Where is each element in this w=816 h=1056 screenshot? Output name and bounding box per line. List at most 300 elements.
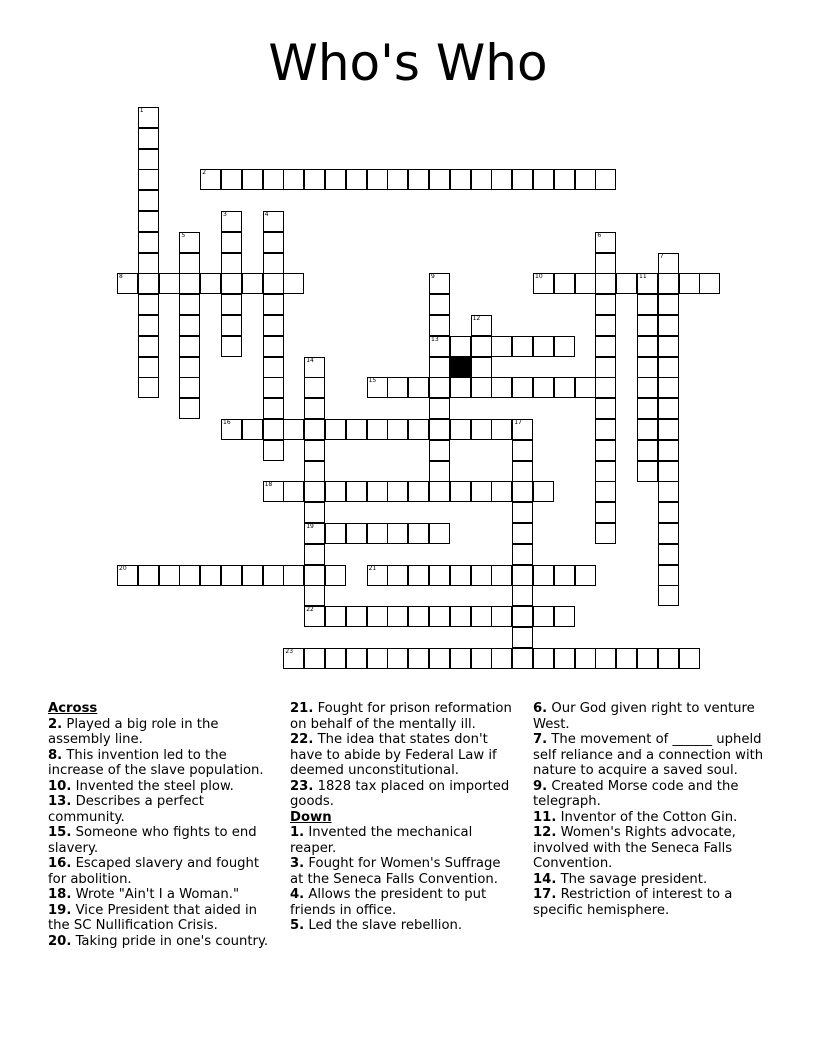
grid-cell[interactable]: [367, 648, 388, 669]
grid-cell[interactable]: [283, 419, 304, 440]
grid-cell[interactable]: [491, 419, 512, 440]
grid-cell[interactable]: [304, 169, 325, 190]
clue-number: 1.: [290, 825, 305, 840]
grid-cell[interactable]: [367, 606, 388, 627]
clue-number: 8: [119, 273, 123, 281]
grid-cell[interactable]: [533, 481, 554, 502]
grid-cell[interactable]: [325, 481, 346, 502]
grid-cell[interactable]: [429, 273, 450, 294]
clue-number: 18: [264, 481, 273, 489]
grid-cell[interactable]: [263, 357, 284, 378]
clue-number: 5.: [290, 918, 305, 933]
grid-cell[interactable]: [637, 648, 658, 669]
down-clue: [290, 825, 516, 856]
grid-cell[interactable]: [658, 461, 679, 482]
grid-cell[interactable]: [367, 565, 388, 586]
across-clue: [290, 701, 516, 732]
grid-cell[interactable]: [658, 398, 679, 419]
clue-text: Restriction of interest to a specific hemisphere.: [533, 887, 733, 918]
grid-cell[interactable]: [658, 253, 679, 274]
grid-cell[interactable]: [304, 502, 325, 523]
grid-cell[interactable]: [408, 565, 429, 586]
grid-cell[interactable]: [554, 273, 575, 294]
clue-text: Invented the steel plow.: [71, 778, 234, 794]
grid-cell[interactable]: [595, 357, 616, 378]
grid-cell[interactable]: [138, 190, 159, 211]
grid-cell[interactable]: [512, 336, 533, 357]
grid-cell[interactable]: [450, 336, 471, 357]
clue-text: This invention led to the increase of the slave population.: [48, 747, 264, 778]
grid-cell[interactable]: [263, 232, 284, 253]
grid-cell[interactable]: [117, 273, 138, 294]
grid-cell[interactable]: [637, 357, 658, 378]
across-clue: [48, 903, 276, 934]
grid-cell[interactable]: [263, 169, 284, 190]
grid-cell[interactable]: [263, 398, 284, 419]
grid-cell[interactable]: [450, 419, 471, 440]
grid-cell[interactable]: [138, 211, 159, 232]
grid-cell[interactable]: [595, 273, 616, 294]
grid-cell[interactable]: [554, 336, 575, 357]
grid-cell[interactable]: [471, 419, 492, 440]
grid-cell[interactable]: [637, 273, 658, 294]
grid-cell[interactable]: [429, 377, 450, 398]
grid-cell[interactable]: [387, 523, 408, 544]
grid-cell[interactable]: [637, 377, 658, 398]
grid-cell[interactable]: [491, 481, 512, 502]
grid-cell[interactable]: [387, 419, 408, 440]
grid-cell[interactable]: [512, 169, 533, 190]
grid-cell[interactable]: [387, 565, 408, 586]
grid-cell[interactable]: [283, 565, 304, 586]
grid-cell[interactable]: [179, 357, 200, 378]
grid-cell[interactable]: [512, 440, 533, 461]
grid-cell[interactable]: [408, 648, 429, 669]
grid-cell[interactable]: [450, 565, 471, 586]
grid-cell[interactable]: [575, 273, 596, 294]
grid-cell[interactable]: [179, 565, 200, 586]
grid-cell[interactable]: [304, 544, 325, 565]
clue-number: 16: [223, 419, 231, 426]
grid-cell[interactable]: [450, 606, 471, 627]
grid-cell[interactable]: [200, 565, 221, 586]
grid-cell[interactable]: [367, 523, 388, 544]
clue-text: Vice President that aided in the SC Nullification Crisis.: [48, 902, 258, 933]
grid-cell[interactable]: [408, 523, 429, 544]
clue-text: The movement of ______ upheld self reliance and a connection with nature to acquire a saved soul.: [533, 732, 764, 778]
grid-cell[interactable]: [595, 315, 616, 336]
grid-cell[interactable]: [679, 273, 700, 294]
grid-cell[interactable]: [471, 377, 492, 398]
grid-cell[interactable]: [429, 648, 450, 669]
clue-text: Allows the president to put friends in office.: [290, 887, 487, 918]
grid-cell[interactable]: [138, 315, 159, 336]
grid-cell[interactable]: [138, 107, 159, 128]
grid-cell[interactable]: [533, 273, 554, 294]
grid-cell[interactable]: [575, 169, 596, 190]
grid-cell[interactable]: [471, 169, 492, 190]
clue-number: 23: [285, 647, 294, 655]
grid-cell[interactable]: [346, 523, 367, 544]
grid-cell[interactable]: [138, 128, 159, 149]
grid-cell[interactable]: [554, 565, 575, 586]
grid-cell[interactable]: [325, 523, 346, 544]
grid-cell[interactable]: [595, 294, 616, 315]
grid-cell[interactable]: [595, 648, 616, 669]
grid-cell[interactable]: [346, 169, 367, 190]
grid-cell[interactable]: [283, 169, 304, 190]
grid-cell[interactable]: [429, 294, 450, 315]
grid-cell[interactable]: [179, 336, 200, 357]
grid-cell[interactable]: [200, 169, 221, 190]
grid-cell[interactable]: [699, 273, 720, 294]
grid-cell[interactable]: [263, 377, 284, 398]
grid-cell[interactable]: [263, 336, 284, 357]
grid-cell[interactable]: [595, 523, 616, 544]
grid-cell[interactable]: [138, 232, 159, 253]
grid-cell[interactable]: [263, 294, 284, 315]
grid-cell[interactable]: [117, 565, 138, 586]
grid-cell[interactable]: [325, 565, 346, 586]
grid-cell[interactable]: [304, 377, 325, 398]
grid-cell[interactable]: [325, 169, 346, 190]
clue-number: 20.: [48, 933, 72, 949]
grid-cell[interactable]: [242, 169, 263, 190]
grid-cell[interactable]: [179, 398, 200, 419]
grid-cell[interactable]: [554, 648, 575, 669]
grid-cell[interactable]: [325, 648, 346, 669]
down-clue-list-continued: [533, 701, 771, 918]
grid-cell[interactable]: [595, 336, 616, 357]
clue-number: 3.: [290, 856, 305, 871]
clue-text: Women's Rights advocate, involved with the Seneca Falls Convention.: [533, 825, 736, 871]
clue-number: 16.: [48, 856, 72, 871]
down-clue: [533, 810, 771, 826]
grid-cell[interactable]: [533, 336, 554, 357]
grid-cell[interactable]: [450, 377, 471, 398]
grid-cell[interactable]: [616, 648, 637, 669]
grid-cell[interactable]: [179, 294, 200, 315]
grid-cell[interactable]: [179, 273, 200, 294]
grid-cell[interactable]: [179, 253, 200, 274]
grid-cell[interactable]: [429, 419, 450, 440]
page-title: Who's Who: [268, 34, 548, 92]
grid-cell[interactable]: [429, 336, 450, 357]
clue-text: Created Morse code and the telegraph.: [533, 778, 739, 809]
grid-cell[interactable]: [221, 211, 242, 232]
across-clue: [48, 794, 276, 825]
grid-cell[interactable]: [242, 565, 263, 586]
grid-cell[interactable]: [429, 315, 450, 336]
grid-cell[interactable]: [263, 315, 284, 336]
grid-cell[interactable]: [512, 606, 533, 627]
grid-cell[interactable]: [512, 419, 533, 440]
grid-cell[interactable]: [138, 149, 159, 170]
clue-number: 18.: [48, 887, 72, 902]
grid-cell[interactable]: [367, 481, 388, 502]
grid-cell[interactable]: [138, 294, 159, 315]
grid-cell[interactable]: [637, 440, 658, 461]
grid-cell[interactable]: [595, 169, 616, 190]
grid-cell[interactable]: [595, 440, 616, 461]
grid-cell[interactable]: [575, 377, 596, 398]
grid-cell[interactable]: [533, 565, 554, 586]
grid-cell[interactable]: [595, 377, 616, 398]
grid-cell[interactable]: [179, 315, 200, 336]
grid-cell[interactable]: [304, 565, 325, 586]
grid-cell[interactable]: [367, 377, 388, 398]
grid-cell[interactable]: [159, 565, 180, 586]
grid-cell[interactable]: [200, 273, 221, 294]
grid-cell[interactable]: [429, 169, 450, 190]
grid-cell[interactable]: [471, 336, 492, 357]
grid-cell[interactable]: [491, 336, 512, 357]
grid-cell[interactable]: [658, 523, 679, 544]
grid-cell[interactable]: [221, 232, 242, 253]
grid-cell[interactable]: [138, 336, 159, 357]
grid-cell[interactable]: [429, 606, 450, 627]
grid-cell[interactable]: [346, 481, 367, 502]
grid-cell[interactable]: [512, 648, 533, 669]
grid-cell[interactable]: [221, 419, 242, 440]
clue-number: 22: [306, 606, 314, 614]
grid-cell[interactable]: [159, 273, 180, 294]
grid-cell[interactable]: [512, 544, 533, 565]
grid-cell[interactable]: [554, 377, 575, 398]
grid-cell[interactable]: [221, 253, 242, 274]
grid-cell[interactable]: [387, 606, 408, 627]
grid-cell[interactable]: [304, 357, 325, 378]
clue-number: 22.: [290, 732, 314, 747]
grid-cell[interactable]: [637, 398, 658, 419]
grid-cell[interactable]: [491, 377, 512, 398]
down-clue: [533, 732, 771, 779]
clue-text: The idea that states don't have to abide by Federal Law if deemed unconstitutional.: [290, 732, 497, 778]
grid-cell[interactable]: [387, 648, 408, 669]
grid-cell[interactable]: [304, 440, 325, 461]
grid-cell[interactable]: [491, 169, 512, 190]
grid-cell[interactable]: [658, 502, 679, 523]
grid-cell[interactable]: [491, 565, 512, 586]
grid-cell[interactable]: [471, 481, 492, 502]
grid-cell[interactable]: [512, 481, 533, 502]
grid-cell[interactable]: [637, 336, 658, 357]
grid-cell[interactable]: [575, 648, 596, 669]
grid-cell[interactable]: [263, 273, 284, 294]
grid-cell[interactable]: [450, 481, 471, 502]
grid-cell[interactable]: [512, 461, 533, 482]
grid-cell[interactable]: [658, 565, 679, 586]
clue-number: 11: [639, 273, 647, 281]
grid-cell[interactable]: [263, 211, 284, 232]
grid-cell[interactable]: [429, 481, 450, 502]
clue-number: 6: [597, 231, 602, 239]
grid-cell[interactable]: [408, 169, 429, 190]
grid-cell[interactable]: [304, 481, 325, 502]
grid-cell[interactable]: [138, 169, 159, 190]
clue-number: 2.: [48, 716, 63, 732]
grid-cell[interactable]: [325, 419, 346, 440]
grid-cell[interactable]: [471, 606, 492, 627]
grid-cell[interactable]: [304, 648, 325, 669]
grid-cell[interactable]: [429, 461, 450, 482]
grid-cell[interactable]: [221, 294, 242, 315]
grid-cell[interactable]: [637, 294, 658, 315]
grid-cell[interactable]: [304, 461, 325, 482]
grid-cell[interactable]: [512, 502, 533, 523]
grid-cell[interactable]: [387, 169, 408, 190]
clue-number: 21.: [290, 701, 314, 716]
clues-column-1: [48, 701, 276, 949]
across-clue: [48, 934, 276, 950]
clue-number: 10.: [48, 778, 72, 794]
grid-cell[interactable]: [179, 232, 200, 253]
grid-cell[interactable]: [658, 336, 679, 357]
grid-cell[interactable]: [595, 253, 616, 274]
down-clue-list: [290, 825, 516, 934]
grid-cell[interactable]: [658, 273, 679, 294]
down-clue: [533, 825, 771, 872]
grid-cell[interactable]: [263, 419, 284, 440]
grid-cell[interactable]: [450, 169, 471, 190]
grid-cell[interactable]: [533, 377, 554, 398]
grid-cell[interactable]: [221, 336, 242, 357]
across-clue-list-continued: [290, 701, 516, 810]
grid-cell[interactable]: [221, 169, 242, 190]
grid-cell[interactable]: [304, 398, 325, 419]
grid-cell[interactable]: [429, 357, 450, 378]
grid-cell[interactable]: [575, 565, 596, 586]
grid-cell[interactable]: [263, 440, 284, 461]
grid-cell[interactable]: [242, 419, 263, 440]
grid-cell[interactable]: [471, 648, 492, 669]
grid-cell[interactable]: [408, 419, 429, 440]
across-clue: [48, 779, 276, 795]
grid-cell[interactable]: [658, 544, 679, 565]
grid-cell[interactable]: [595, 232, 616, 253]
grid-cell[interactable]: [304, 419, 325, 440]
grid-cell[interactable]: [616, 273, 637, 294]
grid-cell[interactable]: [138, 377, 159, 398]
grid-cell[interactable]: [304, 606, 325, 627]
grid-cell[interactable]: [429, 565, 450, 586]
grid-cell[interactable]: [637, 461, 658, 482]
grid-cell[interactable]: [471, 357, 492, 378]
grid-cell[interactable]: [263, 253, 284, 274]
grid-cell[interactable]: [658, 294, 679, 315]
grid-cell[interactable]: [450, 648, 471, 669]
grid-cell[interactable]: [367, 419, 388, 440]
clue-text: Our God given right to venture West.: [533, 701, 755, 732]
grid-cell[interactable]: [512, 627, 533, 648]
grid-cell[interactable]: [283, 481, 304, 502]
grid-cell[interactable]: [138, 273, 159, 294]
grid-cell[interactable]: [283, 648, 304, 669]
grid-cell[interactable]: [325, 606, 346, 627]
grid-cell[interactable]: [263, 565, 284, 586]
grid-cell[interactable]: [658, 315, 679, 336]
grid-cell[interactable]: [408, 606, 429, 627]
grid-cell[interactable]: [263, 481, 284, 502]
grid-cell[interactable]: [595, 481, 616, 502]
grid-cell[interactable]: [242, 273, 263, 294]
grid-cell[interactable]: [658, 357, 679, 378]
grid-cell[interactable]: [554, 169, 575, 190]
grid-cell[interactable]: [512, 565, 533, 586]
clue-number: 14.: [533, 871, 557, 887]
grid-cell[interactable]: [221, 315, 242, 336]
grid-cell[interactable]: [658, 440, 679, 461]
clue-number: 12: [472, 315, 481, 322]
clue-number: 4: [264, 211, 269, 218]
grid-cell[interactable]: [595, 419, 616, 440]
grid-cell[interactable]: [138, 253, 159, 274]
grid-cell[interactable]: [387, 481, 408, 502]
grid-cell[interactable]: [346, 606, 367, 627]
grid-cell[interactable]: [491, 606, 512, 627]
grid-cell[interactable]: [658, 419, 679, 440]
grid-cell[interactable]: [533, 648, 554, 669]
grid-cell[interactable]: [346, 648, 367, 669]
grid-cell[interactable]: [595, 502, 616, 523]
grid-cell[interactable]: [554, 606, 575, 627]
grid-cell[interactable]: [533, 169, 554, 190]
clue-text: Invented the mechanical reaper.: [290, 825, 473, 856]
grid-cell[interactable]: [429, 440, 450, 461]
grid-cell[interactable]: [221, 565, 242, 586]
grid-cell[interactable]: [304, 585, 325, 606]
clue-text: Escaped slavery and fought for abolition.: [48, 856, 260, 887]
grid-cell[interactable]: [512, 377, 533, 398]
grid-cell[interactable]: [533, 606, 554, 627]
down-clue: [290, 887, 516, 918]
grid-cell[interactable]: [595, 398, 616, 419]
grid-cell[interactable]: [367, 169, 388, 190]
grid-cell[interactable]: [138, 565, 159, 586]
grid-cell[interactable]: [658, 481, 679, 502]
grid-cell[interactable]: [387, 377, 408, 398]
grid-cell[interactable]: [658, 377, 679, 398]
clue-number: 9.: [533, 778, 548, 794]
clue-text: Fought for Women's Suffrage at the Seneca Falls Convention.: [290, 856, 501, 887]
down-clue: [290, 918, 516, 934]
grid-cell[interactable]: [179, 377, 200, 398]
grid-cell[interactable]: [221, 273, 242, 294]
grid-cell[interactable]: [512, 523, 533, 544]
grid-cell[interactable]: [471, 565, 492, 586]
grid-cell[interactable]: [346, 419, 367, 440]
grid-cell[interactable]: [637, 315, 658, 336]
grid-cell[interactable]: [637, 419, 658, 440]
grid-cell[interactable]: [429, 398, 450, 419]
grid-cell[interactable]: [304, 523, 325, 544]
grid-cell[interactable]: [408, 377, 429, 398]
grid-cell[interactable]: [658, 585, 679, 606]
grid-cell[interactable]: [679, 648, 700, 669]
grid-cell[interactable]: [658, 648, 679, 669]
grid-cell[interactable]: [138, 357, 159, 378]
grid-cell[interactable]: [512, 585, 533, 606]
across-clue: [48, 825, 276, 856]
clue-number: 20: [119, 564, 127, 572]
grid-cell[interactable]: [491, 648, 512, 669]
grid-cell[interactable]: [408, 481, 429, 502]
clue-number: 5: [181, 231, 186, 239]
grid-cell[interactable]: [595, 461, 616, 482]
grid-cell[interactable]: [283, 273, 304, 294]
grid-cell[interactable]: [429, 523, 450, 544]
grid-cell[interactable]: [471, 315, 492, 336]
